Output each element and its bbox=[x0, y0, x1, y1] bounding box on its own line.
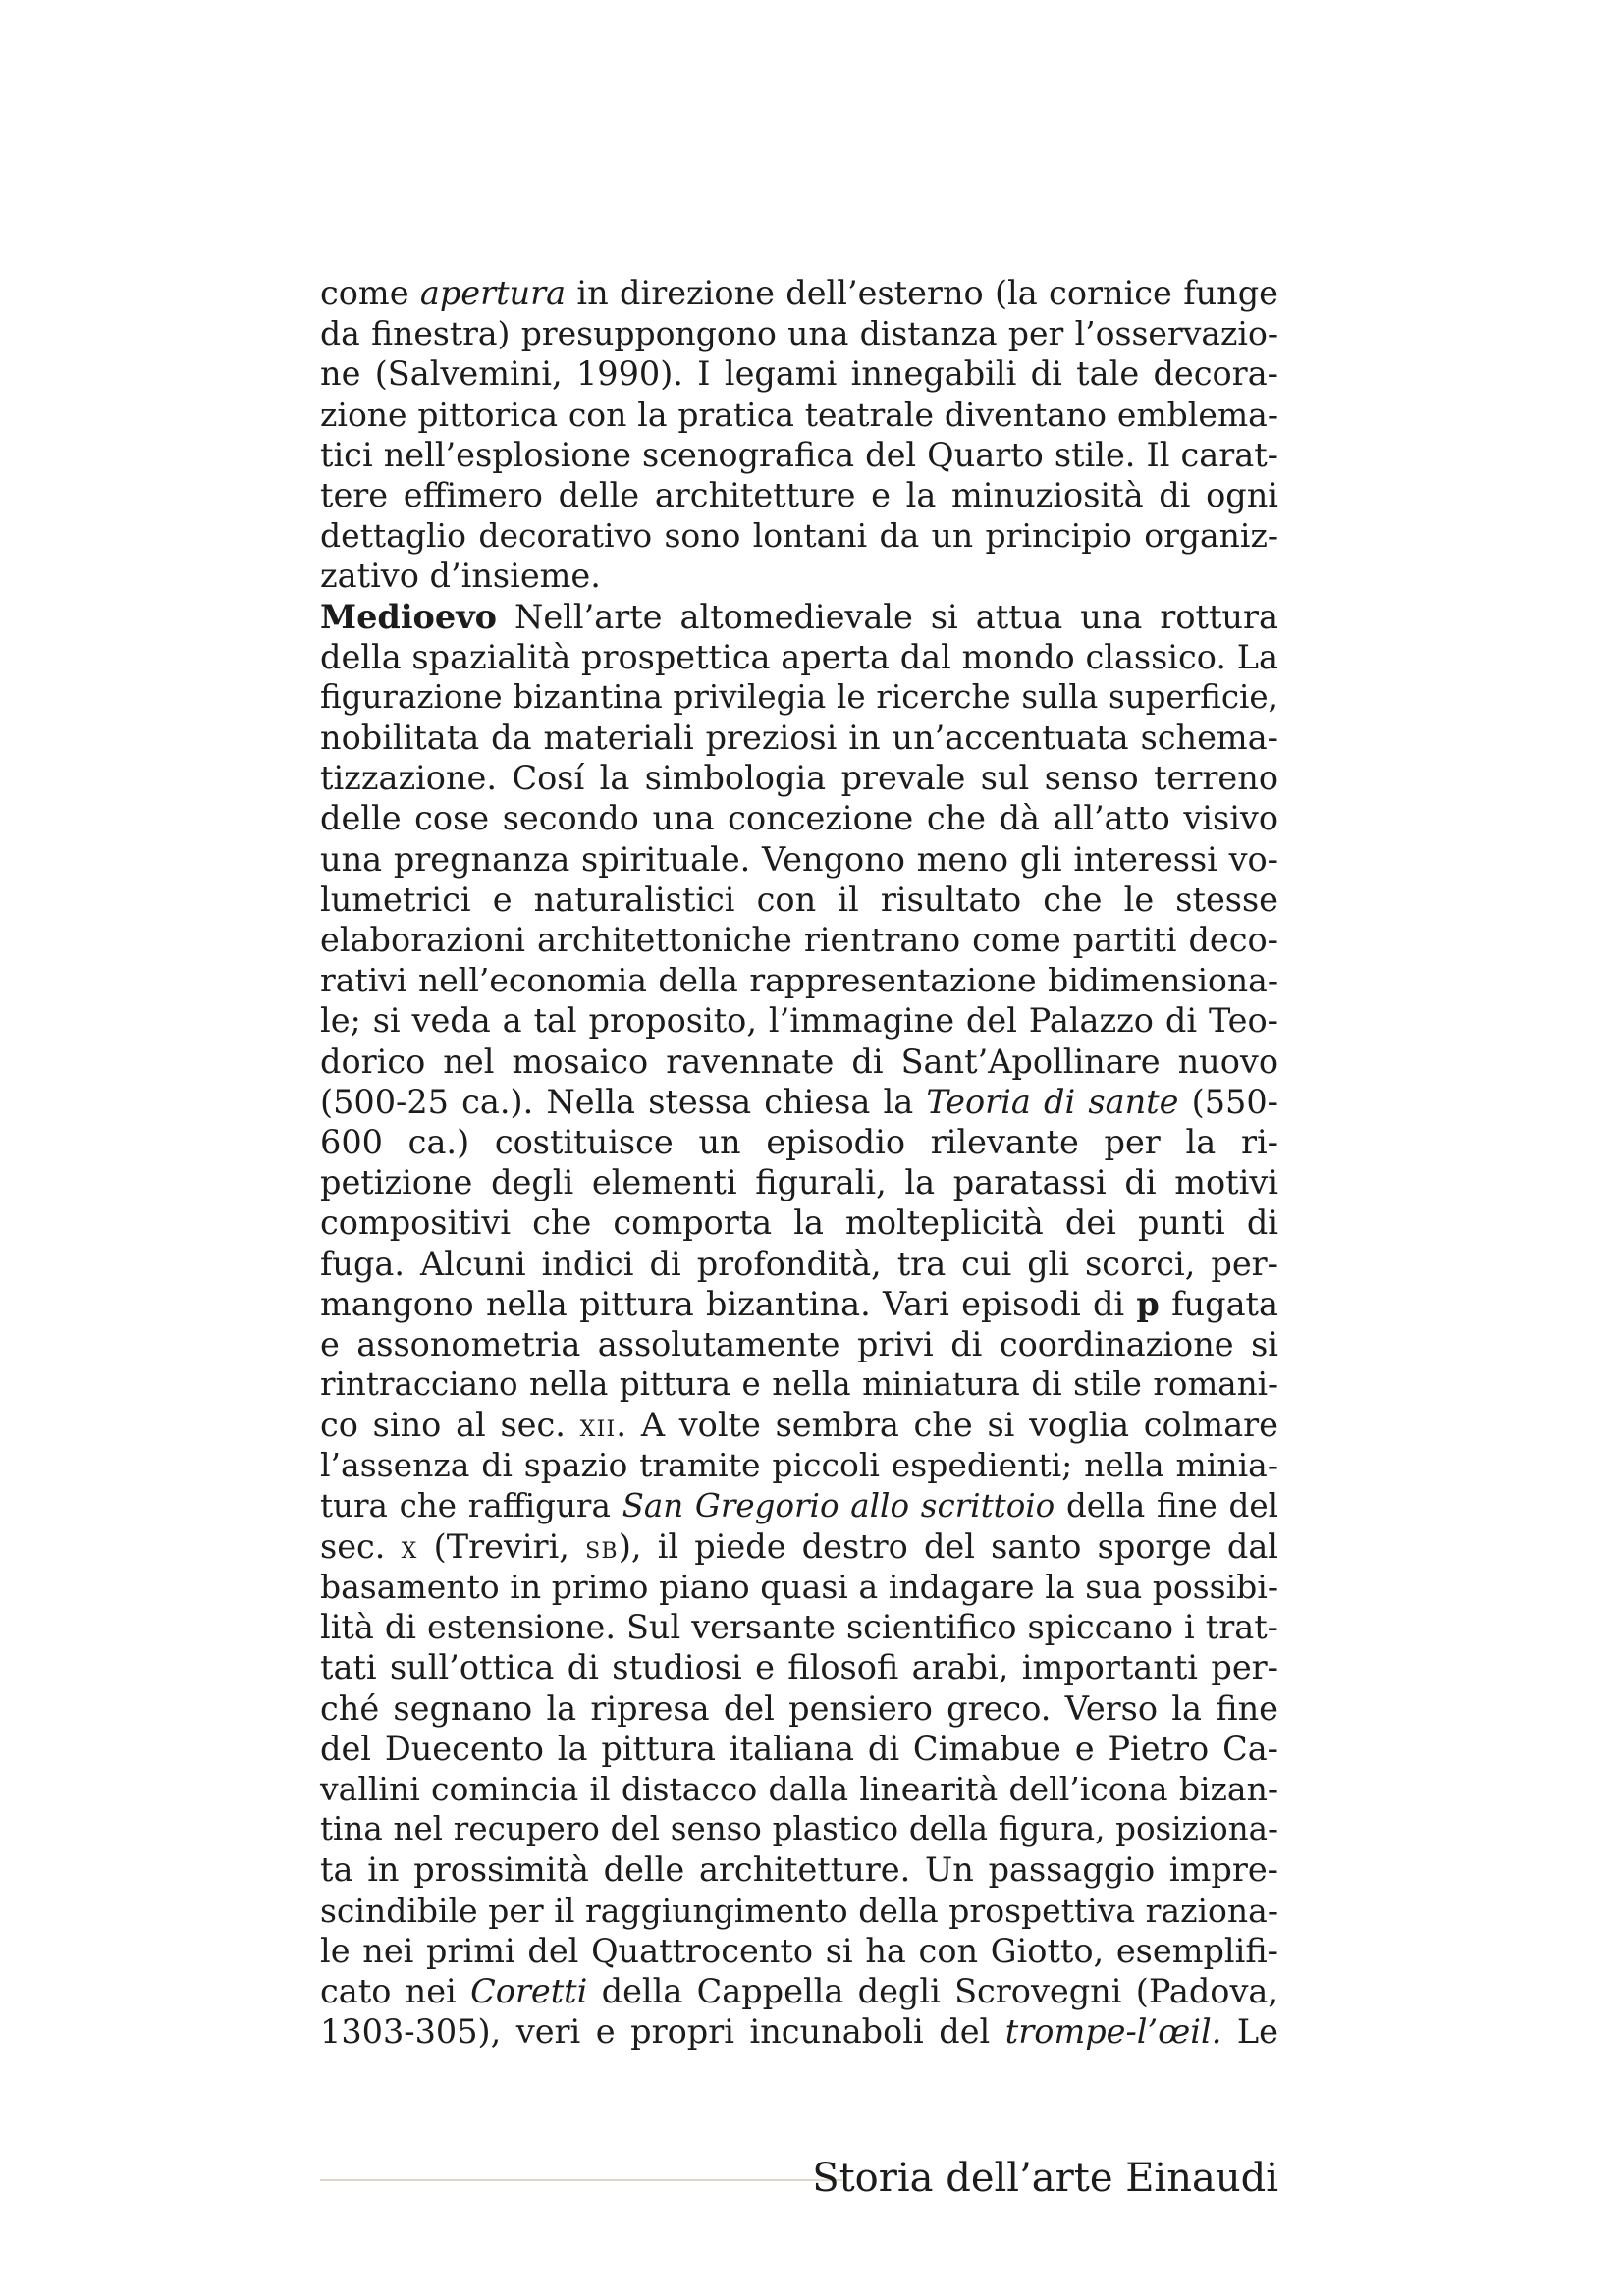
text-line bbox=[320, 1405, 1278, 1445]
text-segment: x bbox=[401, 1529, 418, 1566]
text-line bbox=[320, 1082, 1278, 1122]
text-line bbox=[320, 1647, 1278, 1687]
text-line bbox=[320, 1567, 1278, 1607]
text-segment: sb bbox=[585, 1529, 619, 1566]
text-segment: lità di estensione. Sul versante scientifico spiccano i trat- bbox=[320, 1608, 1278, 1647]
text-segment: elaborazioni architettoniche rientrano come partiti deco- bbox=[320, 921, 1278, 959]
text-segment: petizione degli elementi figurali, la paratassi di motivi bbox=[320, 1163, 1278, 1202]
text-line bbox=[320, 1526, 1278, 1567]
text-segment: della Cappella degli Scrovegni (Padova, bbox=[587, 1971, 1278, 2010]
text-segment: rativi nell’economia della rappresentazione bidimensiona- bbox=[320, 961, 1278, 1000]
text-segment: compositivi che comporta la molteplicità dei punti di bbox=[320, 1203, 1278, 1243]
text-line bbox=[320, 1607, 1278, 1647]
text-segment: l’assenza di spazio tramite piccoli espedienti; nella minia- bbox=[320, 1446, 1278, 1485]
text-segment: dorico nel mosaico ravennate di Sant’Apollinare nuovo bbox=[320, 1041, 1278, 1081]
italic-title: Teoria di sante bbox=[926, 1082, 1179, 1121]
text-segment: della spazialità prospettica aperta dal mondo classico. La bbox=[320, 637, 1278, 676]
text-segment: una pregnanza spirituale. Vengono meno gli interessi vo- bbox=[320, 839, 1278, 879]
text-segment: 1303-305), veri e propri incunaboli del bbox=[320, 2012, 1005, 2052]
body-text bbox=[320, 273, 1278, 2052]
text-line bbox=[320, 1202, 1278, 1243]
text-segment: ta in prossimità delle architetture. Un passaggio impre- bbox=[320, 1850, 1278, 1890]
text-line bbox=[320, 677, 1278, 718]
text-segment: cato nei bbox=[320, 1971, 471, 2010]
text-segment: basamento in primo piano quasi a indagare la sua possibi- bbox=[320, 1568, 1278, 1606]
text-line bbox=[320, 1809, 1278, 1849]
text-segment: lumetrici e naturalistici con il risultato che le stesse bbox=[320, 880, 1278, 919]
text-line bbox=[320, 556, 1278, 596]
text-segment: figurazione bizantina privilegia le ricerche sulla superficie, bbox=[320, 677, 1278, 716]
text-line bbox=[320, 1971, 1278, 2011]
text-line bbox=[320, 395, 1278, 435]
text-segment: sec. bbox=[320, 1526, 402, 1566]
text-segment: (550- bbox=[1178, 1082, 1278, 1121]
text-line bbox=[320, 1244, 1278, 1284]
italic-title: Coretti bbox=[470, 1971, 588, 2010]
text-segment: come bbox=[320, 274, 420, 312]
footer-title: Storia dell’arte Einaudi bbox=[812, 2156, 1278, 2201]
text-line bbox=[320, 1931, 1278, 1971]
text-segment: tati sull’ottica di studiosi e filosofi arabi, importanti per- bbox=[320, 1648, 1278, 1687]
text-line bbox=[320, 515, 1278, 556]
text-line bbox=[320, 718, 1278, 758]
text-line bbox=[320, 435, 1278, 475]
text-segment: scindibile per il raggiungimento della prospettiva raziona- bbox=[320, 1891, 1278, 1930]
text-line bbox=[320, 1891, 1278, 1931]
text-line bbox=[320, 758, 1278, 798]
text-segment: tina nel recupero del senso plastico della figura, posiziona- bbox=[320, 1810, 1278, 1848]
text-line bbox=[320, 313, 1278, 353]
footer-rule bbox=[320, 2179, 842, 2181]
text-segment: Le bbox=[1221, 2012, 1278, 2052]
text-line bbox=[320, 597, 1278, 637]
text-segment: della fine del bbox=[1055, 1486, 1278, 1524]
text-line bbox=[320, 920, 1278, 960]
text-line bbox=[320, 1445, 1278, 1485]
text-segment: fuga. Alcuni indici di profondità, tra cui gli scorci, per- bbox=[320, 1244, 1278, 1283]
bold-term: Medioevo bbox=[320, 597, 498, 636]
text-line bbox=[320, 1324, 1278, 1364]
text-segment: mangono nella pittura bizantina. Vari episodi di bbox=[320, 1284, 1137, 1323]
text-segment: tizzazione. Cosí la simbologia prevale sul senso terreno bbox=[320, 759, 1278, 798]
text-line bbox=[320, 839, 1278, 880]
text-segment: ), il piede destro del santo sporge dal bbox=[618, 1526, 1278, 1566]
text-line bbox=[320, 2011, 1278, 2052]
text-segment: delle cose secondo una concezione che dà all’atto visivo bbox=[320, 799, 1278, 838]
text-segment: fugata bbox=[1159, 1284, 1278, 1323]
text-segment: vallini comincia il distacco dalla linearità dell’icona bizan- bbox=[320, 1769, 1278, 1808]
text-line bbox=[320, 475, 1278, 515]
text-line bbox=[320, 1284, 1278, 1324]
text-segment: in direzione dell’esterno (la cornice funge bbox=[566, 274, 1279, 312]
text-segment: tura che raffigura bbox=[320, 1486, 622, 1524]
text-segment: 600 ca.) costituisce un episodio rilevante per la ri- bbox=[320, 1122, 1278, 1161]
text-line bbox=[320, 637, 1278, 677]
italic-title: San Gregorio allo scrittoio bbox=[622, 1486, 1055, 1524]
text-segment: le nei primi del Quattrocento si ha con Giotto, esemplifi- bbox=[320, 1931, 1278, 1970]
text-line bbox=[320, 1364, 1278, 1405]
text-line bbox=[320, 1729, 1278, 1769]
text-line bbox=[320, 273, 1278, 313]
text-segment: nobilitata da materiali preziosi in un’accentuata schema- bbox=[320, 719, 1278, 758]
text-line bbox=[320, 1688, 1278, 1729]
text-segment: (Treviri, bbox=[417, 1526, 586, 1566]
bold-term: p bbox=[1136, 1284, 1160, 1323]
text-segment: da finestra) presuppongono una distanza per l’osservazio- bbox=[320, 314, 1278, 353]
text-line bbox=[320, 1162, 1278, 1202]
italic-title: apertura bbox=[419, 274, 567, 312]
text-line bbox=[320, 1769, 1278, 1809]
text-segment: ché segnano la ripresa del pensiero greco. Verso la fine bbox=[320, 1688, 1278, 1728]
text-line bbox=[320, 1041, 1278, 1082]
text-segment: le; si veda a tal proposito, l’immagine del Palazzo di Teo- bbox=[320, 1001, 1278, 1041]
text-line bbox=[320, 353, 1278, 394]
text-segment: e assonometria assolutamente privi di coordinazione si bbox=[320, 1324, 1278, 1363]
text-segment: (500-25 ca.). Nella stessa chiesa la bbox=[320, 1082, 927, 1121]
text-segment: zione pittorica con la pratica teatrale diventano emblema- bbox=[320, 395, 1278, 434]
text-segment: dettaglio decorativo sono lontani da un principio organiz- bbox=[320, 516, 1278, 556]
text-segment: xii bbox=[579, 1409, 617, 1445]
text-segment: co sino al sec. bbox=[320, 1406, 580, 1445]
text-line bbox=[320, 798, 1278, 838]
text-segment: Nell’arte altomedievale si attua una rottura bbox=[497, 597, 1278, 636]
text-line bbox=[320, 960, 1278, 1000]
text-segment: tere effimero delle architetture e la minuziosità di ogni bbox=[320, 475, 1278, 514]
text-segment: . A volte sembra che si voglia colmare bbox=[616, 1406, 1278, 1445]
italic-title: trompe-l’œil. bbox=[1004, 2012, 1222, 2052]
text-line bbox=[320, 1122, 1278, 1162]
text-segment: tici nell’esplosione scenografica del Quarto stile. Il carat- bbox=[320, 435, 1278, 474]
text-segment: del Duecento la pittura italiana di Cimabue e Pietro Ca- bbox=[320, 1729, 1278, 1768]
text-line bbox=[320, 1000, 1278, 1041]
text-line bbox=[320, 880, 1278, 920]
text-segment: rintracciano nella pittura e nella miniatura di stile romani- bbox=[320, 1365, 1278, 1404]
text-line bbox=[320, 1849, 1278, 1890]
text-segment: ne (Salvemini, 1990). I legami innegabili di tale decora- bbox=[320, 354, 1278, 394]
text-line bbox=[320, 1486, 1278, 1526]
text-segment: zativo d’insieme. bbox=[320, 557, 601, 596]
